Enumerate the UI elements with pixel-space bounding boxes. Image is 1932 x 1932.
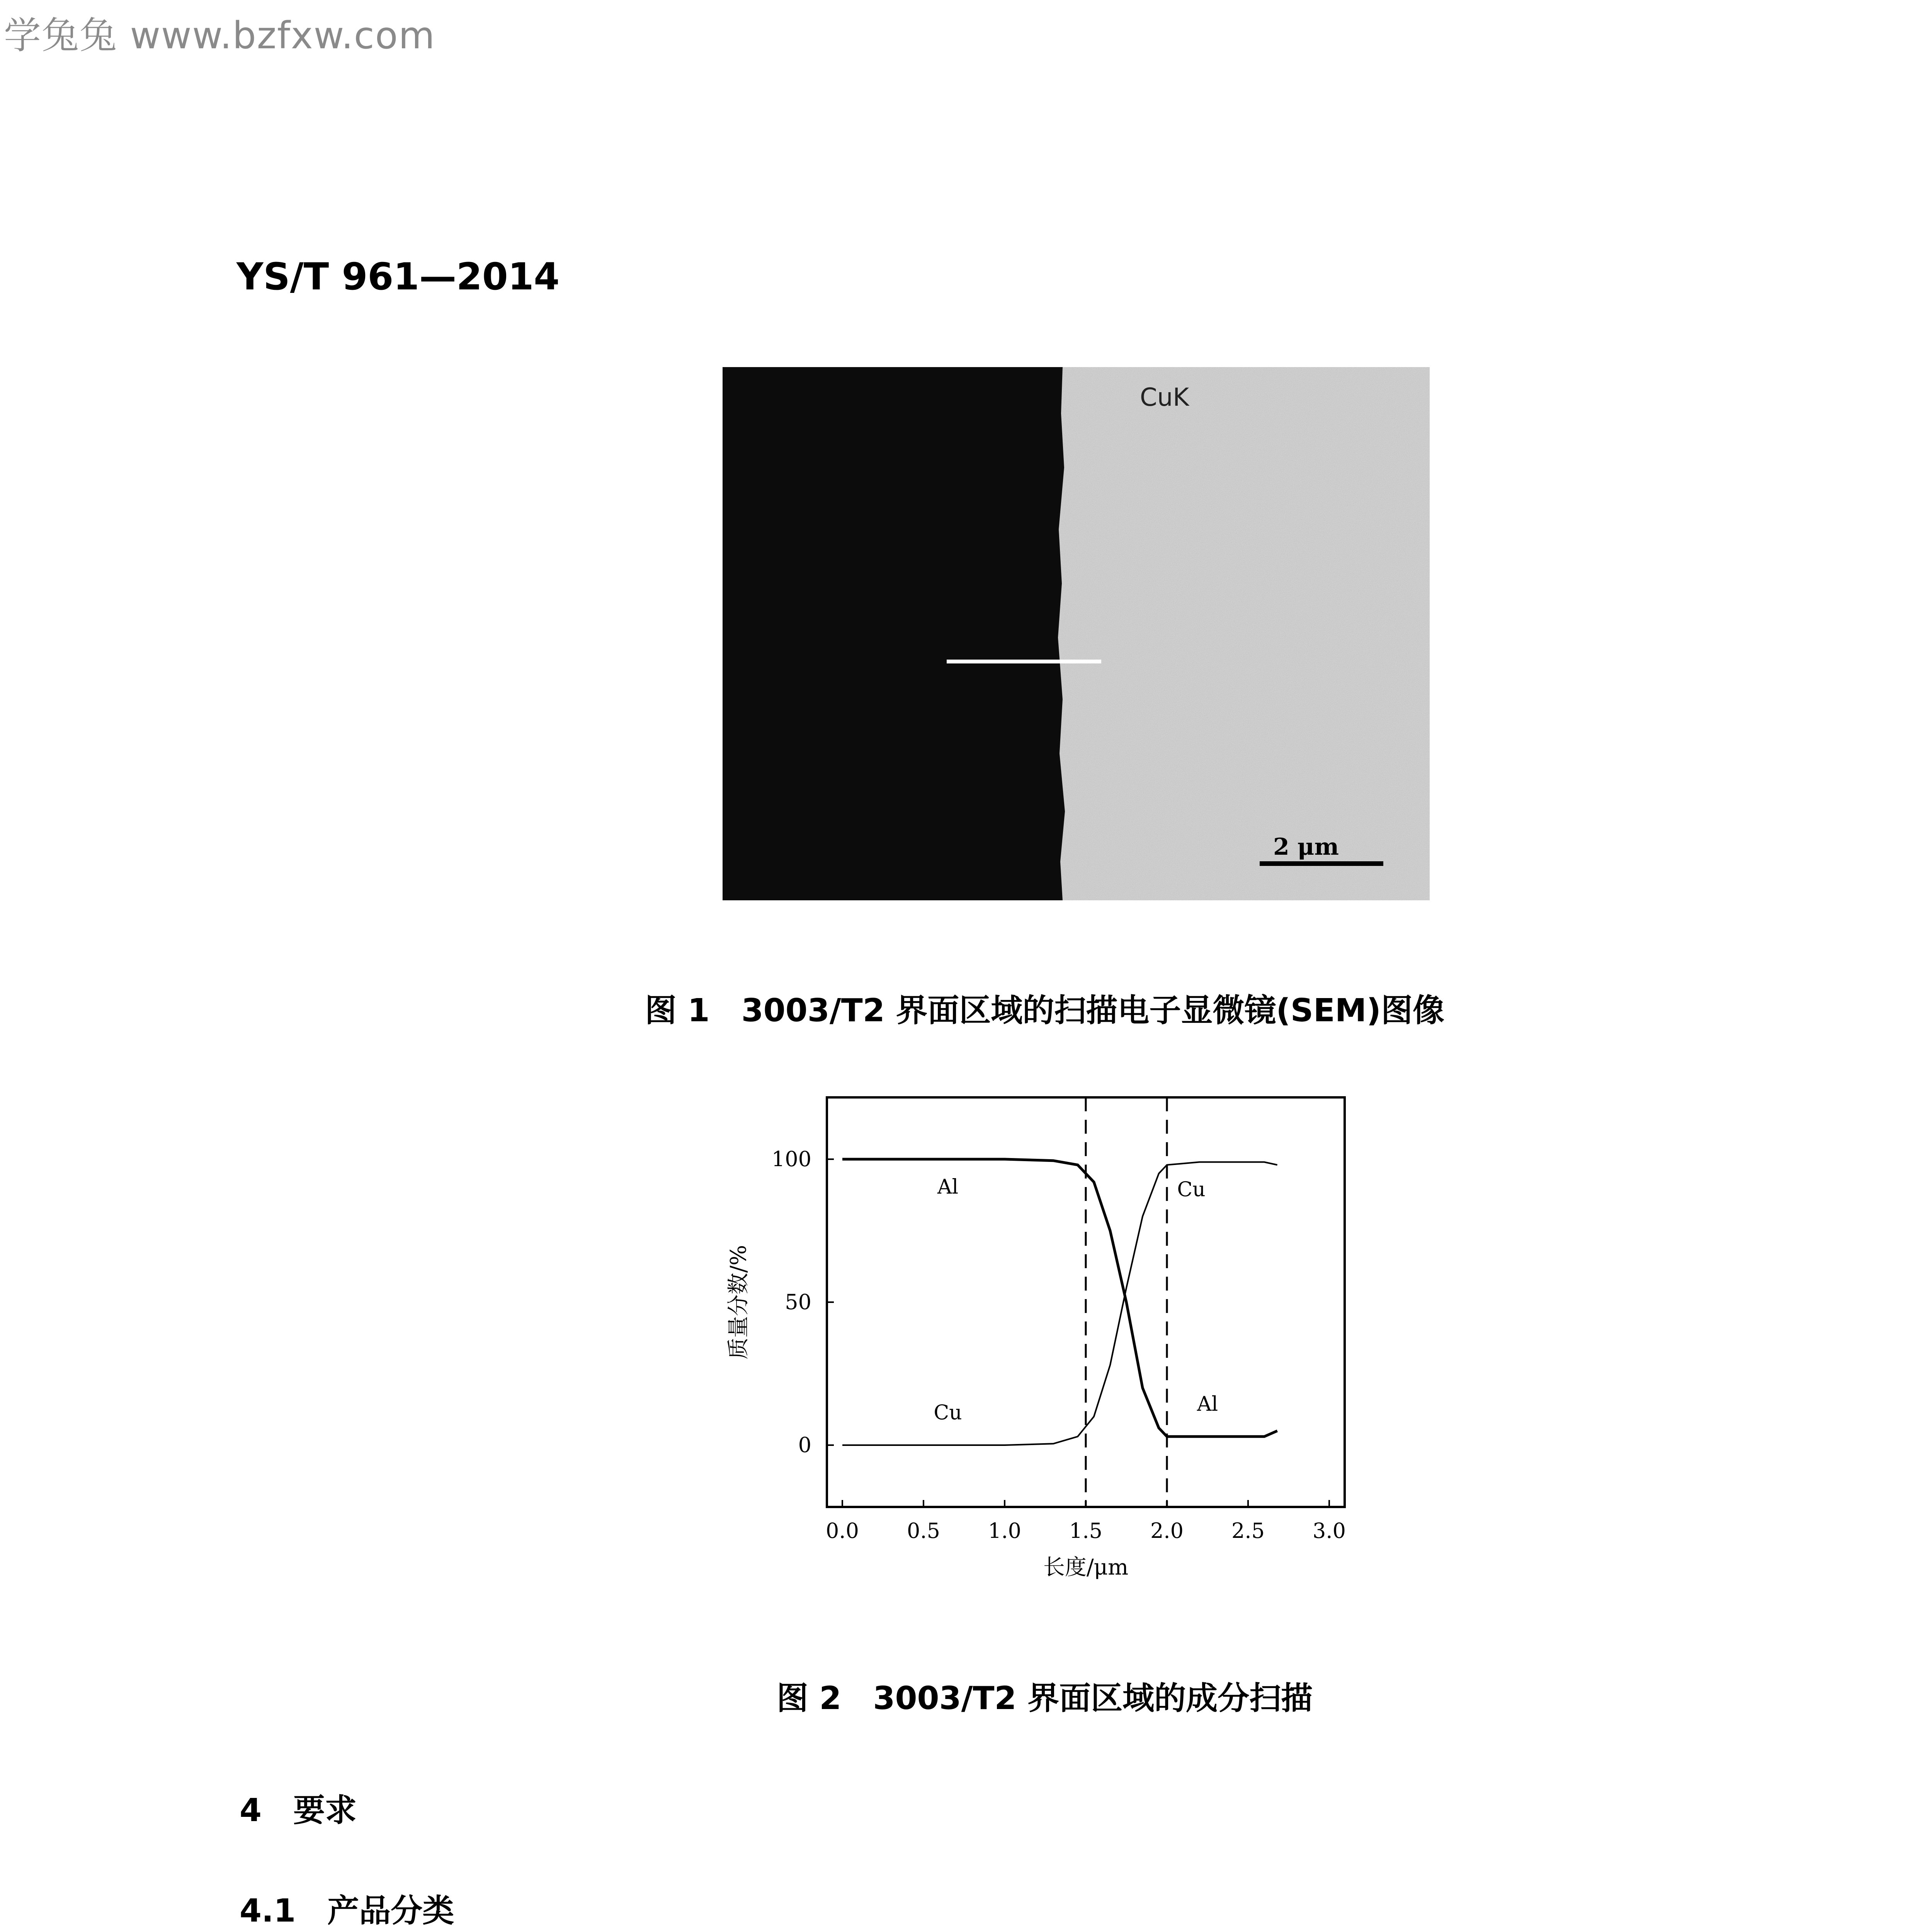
y-axis-label: 质量分数/% xyxy=(726,1245,751,1360)
composition-chart xyxy=(657,1074,1430,1623)
section-4-heading: 4 要求 xyxy=(240,1792,357,1829)
scale-bar-label: 2 μm xyxy=(1273,833,1339,861)
series-label: Al xyxy=(937,1175,959,1199)
figure1-caption: 图 1 3003/T2 界面区域的扫描电子显微镜(SEM)图像 xyxy=(645,992,1444,1029)
y-tick-label: 100 xyxy=(771,1147,811,1171)
y-tick-label: 50 xyxy=(785,1290,811,1314)
standard-number: YS/T 961—2014 xyxy=(236,255,560,298)
x-tick-label: 1.5 xyxy=(1069,1519,1102,1543)
sem-image xyxy=(723,367,1430,900)
x-tick-label: 0.5 xyxy=(907,1519,940,1543)
x-tick-label: 3.0 xyxy=(1313,1519,1346,1543)
x-tick-label: 0.0 xyxy=(826,1519,859,1543)
x-axis-label: 长度/μm xyxy=(1043,1555,1129,1580)
series-label: Cu xyxy=(1177,1178,1206,1202)
watermark: 学兔兔 www.bzfxw.com xyxy=(4,14,435,57)
series-label: Al xyxy=(1197,1393,1218,1416)
x-tick-label: 2.0 xyxy=(1150,1519,1184,1543)
series-label: Cu xyxy=(934,1401,962,1425)
x-tick-label: 2.5 xyxy=(1231,1519,1265,1543)
sem-label-cuk: CuK xyxy=(1140,383,1189,412)
x-tick-label: 1.0 xyxy=(988,1519,1021,1543)
y-tick-label: 0 xyxy=(798,1433,811,1457)
figure2-caption: 图 2 3003/T2 界面区域的成分扫描 xyxy=(776,1680,1313,1717)
section-4-1-heading: 4.1 产品分类 xyxy=(240,1893,454,1929)
